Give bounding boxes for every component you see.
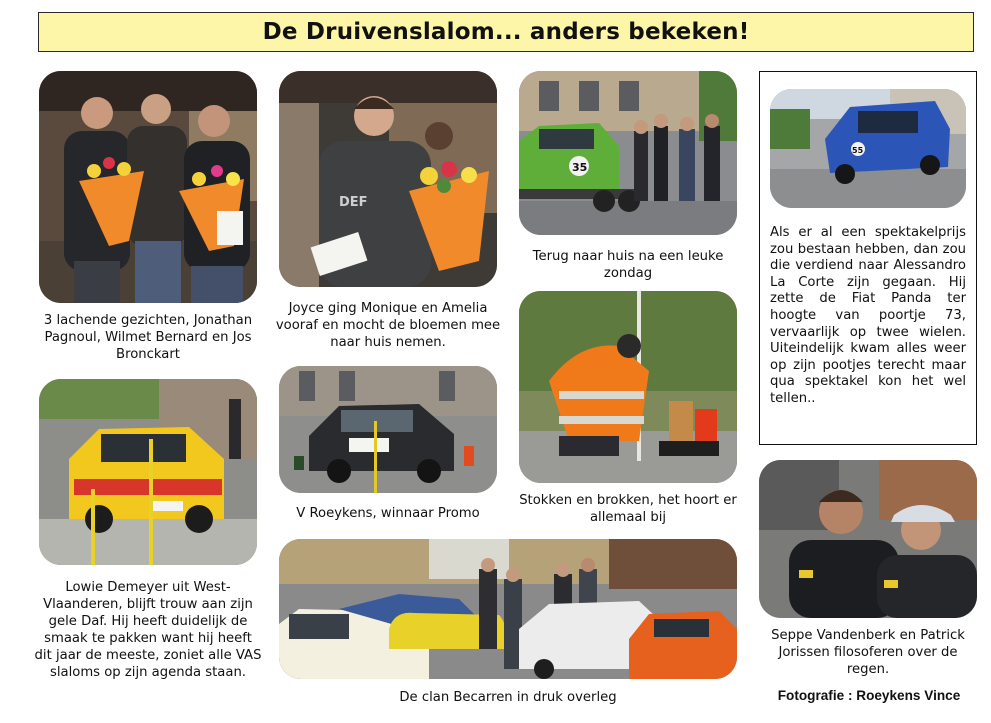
page-title: De Druivenslalom... anders bekeken! [38,12,974,52]
caption-photo-6: Stokken en brokken, het hoort er allemaal bij [519,493,737,525]
caption-photo-7: De clan Becarren in druk overleg [399,690,617,705]
photo-two-men-team-jackets [759,460,977,618]
photo-marshal-orange-vest [519,291,737,483]
caption-photo-2: Joyce ging Monique en Amelia vooraf en mocht de bloemen mee naar huis nemen. [275,301,501,350]
caption-photo-9: Seppe Vandenberk en Patrick Jorissen filosoferen over de regen. [771,628,965,677]
photo-three-men-bouquets [39,71,257,303]
photo-blue-fiat-panda [770,89,966,208]
svg-text:35: 35 [572,161,588,174]
svg-text:DEF: DEF [339,195,368,210]
caption-photo-1: 3 lachende gezichten, Jonathan Pagnoul, Wilmet Bernard en Jos Bronckart [43,313,253,362]
photo-group-among-cars [279,539,737,679]
story-text: Als er al een spektakelprijs zou bestaan hebben, dan zou die verdiend naar Alessandro La Corte zijn gegaan. Hij zette de Fiat Panda ter hoogte van poortje 73, vervaarlijk op twee wielen. Uiteindelijk kwam alles weer op zijn pootjes terecht maar qua spektakel kon het wel tellen.. [770,225,966,406]
photo-car-on-trailer [519,71,737,235]
photo-black-suzuki-rally-car [279,366,497,493]
photo-young-man-bouquet [279,71,497,287]
photo-yellow-daf-rally-car [39,379,257,565]
photo-credit: Fotografie : Roeykens Vince [777,688,961,703]
svg-text:55: 55 [852,146,864,155]
caption-photo-4: Lowie Demeyer uit West-Vlaanderen, blijft trouw aan zijn gele Daf. Hij heeft duidelijk de smaak te pakken want hij heeft dit jaar de meeste, zoniet alle VAS slaloms op zijn agenda staan. [34,580,262,680]
caption-photo-5: V Roeykens, winnaar Promo [296,506,480,521]
caption-photo-3: Terug naar huis na een leuke zondag [532,249,724,281]
